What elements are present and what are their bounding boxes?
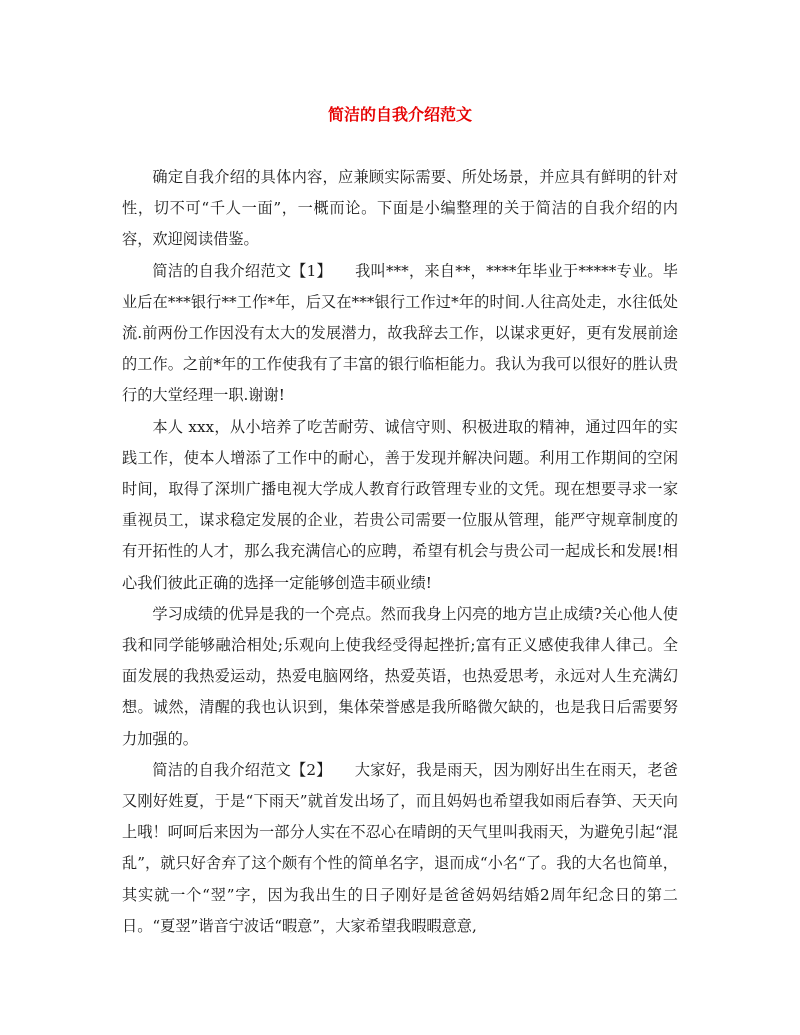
document-title: 简洁的自我介绍范文 (327, 105, 472, 124)
paragraph-sample-1: 简洁的自我介绍范文【1】 我叫***，来自**，****年毕业于*****专业。毕业后在***银行**工作*年，后又在***银行工作过*年的时间.人往高处走，水往低处流.前两份工作因没有太大的发展潜力，故我辞去工作，以谋求更好，更有发展前途的工作。之前*年的工作使我有了丰富的银行临柜能力。我认为我可以很好的胜认贵行的大堂经理一职.谢谢! (122, 261, 678, 405)
document-body (122, 162, 678, 942)
paragraph-sample-2: 简洁的自我介绍范文【2】 大家好，我是雨天，因为刚好出生在雨天，老爸又刚好姓夏，于是“下雨天”就首发出场了，而且妈妈也希望我如雨后春笋、天天向上哦！呵呵后来因为一部分人实在不忍心在晴朗的天气里叫我雨天，为避免引起“混乱”，就只好舍弃了这个颇有个性的简单名字，退而成“小名“了。我的大名也简单，其实就一个“翌”字，因为我出生的日子刚好是爸爸妈妈结婚2周年纪念日的第二日。“夏翌”谐音宁波话“暇意”，大家希望我暇暇意意, (122, 760, 678, 935)
paragraph-study-results: 学习成绩的优异是我的一个亮点。然而我身上闪亮的地方岂止成绩?关心他人使我和同学能够融洽相处;乐观向上使我经受得起挫折;富有正义感使我律人律己。全面发展的我热爱运动，热爱电脑网络，热爱英语，也热爱思考，永远对人生充满幻想。诚然，清醒的我也认识到，集体荣誉感是我所略微欠缺的，也是我日后需要努力加强的。 (122, 604, 678, 748)
paragraph-intro: 确定自我介绍的具体内容，应兼顾实际需要、所处场景，并应具有鲜明的针对性，切不可“千人一面”，一概而论。下面是小编整理的关于简洁的自我介绍的内容，欢迎阅读借鉴。 (122, 168, 678, 249)
paragraph-xxx-intro: 本人 xxx，从小培养了吃苦耐劳、诚信守则、积极进取的精神，通过四年的实践工作，使本人增添了工作中的耐心，善于发现并解决问题。利用工作期间的空闲时间，取得了深圳广播电视大学成人教育行政管理专业的文凭。现在想要寻求一家重视员工，谋求稳定发展的企业，若贵公司需要一位服从管理，能严守规章制度的有开拓性的人才，那么我充满信心的应聘，希望有机会与贵公司一起成长和发展!相心我们彼此正确的选择一定能够创造丰硕业绩! (122, 417, 678, 592)
